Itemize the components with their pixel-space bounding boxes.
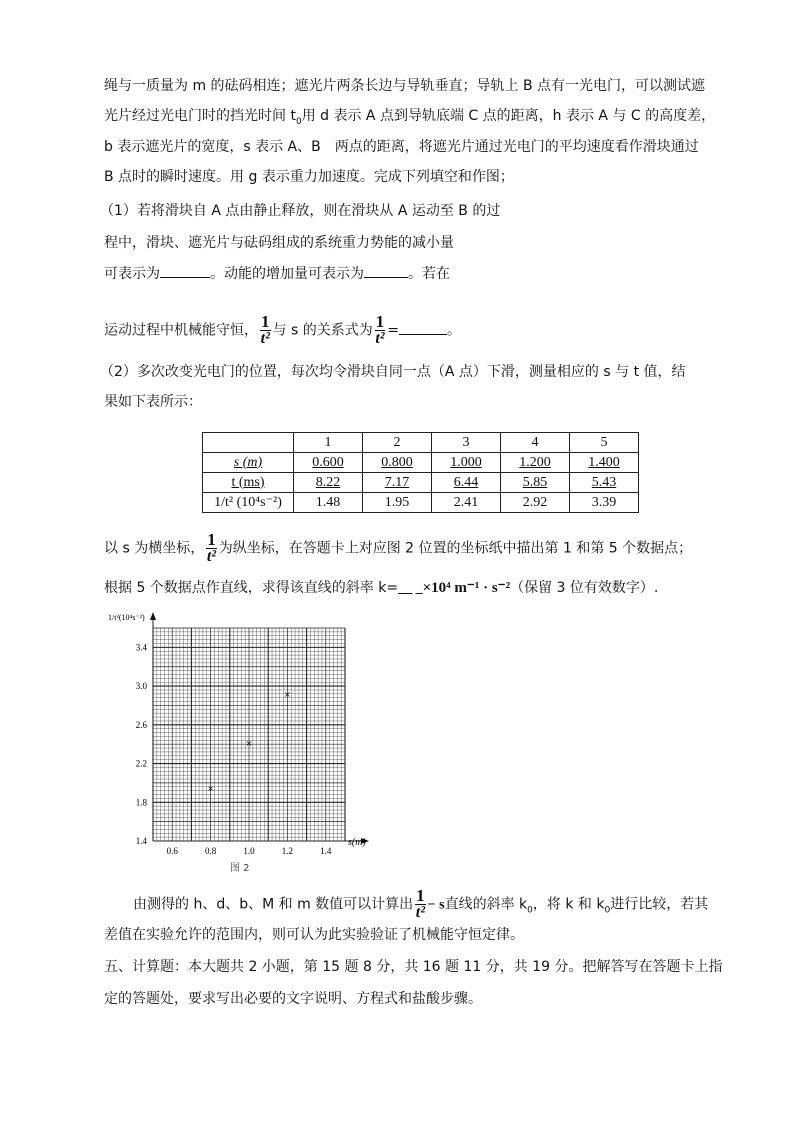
text-line: 五、计算题：本大题共 2 小题，第 15 题 8 分，共 16 题 11 分，共 19 分。把解答写在答题卡上指: [104, 959, 723, 975]
text-line: [104, 532, 692, 565]
table-row: [203, 493, 639, 513]
text: 用 d 表示 A 点到导轨底端 C 点的距离，h 表示 A 与 C 的高度差，: [301, 108, 716, 124]
denominator: t²: [375, 330, 385, 347]
table-cell: 1.95: [363, 493, 432, 513]
x-tick-label: 0.8: [204, 846, 217, 856]
table-cell: 6.44: [432, 473, 501, 493]
table-cell: 8.22: [294, 473, 363, 493]
table-header-row: [203, 433, 639, 453]
table-cell: 3.39: [570, 493, 639, 513]
text-line: B 点时的瞬时速度。用 g 表示重力加速度。完成下列填空和作图；: [104, 169, 514, 185]
y-tick-label: 1.4: [135, 836, 147, 846]
text: ，将 k 和 k: [532, 896, 605, 913]
text-line: （1）若将滑块自 A 点由静止释放，则在滑块从 A 运动至 B 的过: [100, 203, 501, 219]
x-tick-label: 0.6: [166, 846, 178, 856]
table-row: [203, 473, 639, 493]
text-line: [104, 106, 715, 132]
text-line: 程中，滑块、遮光片与砝码组成的系统重力势能的减小量: [104, 235, 454, 251]
text-line: （2）多次改变光电门的位置，每次均令滑块自同一点（A 点）下滑，测量相应的 s 与 t 值，结: [100, 364, 686, 380]
text-line: 定的答题处，要求写出必要的文字说明、方程式和盐酸步骤。: [104, 991, 482, 1007]
y-tick-label: 1.8: [135, 797, 147, 808]
table-cell: 1.200: [501, 453, 570, 473]
math-text: − s: [427, 897, 445, 913]
text: 运动过程中机械能守恒，: [104, 322, 258, 339]
table-cell: 0.800: [363, 453, 432, 473]
grid: [150, 612, 369, 844]
y-tick-label: 2.6: [135, 719, 147, 730]
answer-blank[interactable]: [160, 263, 210, 278]
text: 。动能的增加量可表示为: [210, 266, 364, 282]
figure-caption: 图 2: [230, 863, 250, 874]
subscript: 0: [295, 116, 302, 127]
table-cell: [203, 433, 294, 453]
fraction: [206, 532, 217, 565]
table-cell: 3: [432, 433, 501, 453]
text: =: [387, 322, 399, 339]
fraction: [375, 314, 386, 347]
y-axis-arrow-icon: [150, 612, 156, 620]
x-tick-label: 1.0: [243, 846, 255, 856]
text: 。: [446, 322, 461, 339]
y-tick-label: 3.4: [135, 642, 147, 653]
table-cell: 1.48: [294, 493, 363, 513]
numerator: 1: [207, 530, 216, 549]
table-cell: 1/t² (10⁴s⁻²): [203, 493, 294, 513]
table-cell: 1: [294, 433, 363, 453]
graph-paper-figure: [100, 608, 390, 878]
x-tick-label: 1.4: [320, 846, 332, 856]
table-cell: 2.41: [432, 493, 501, 513]
text-line: 绳与一质量为 m 的砝码相连；遮光片两条长边与导轨垂直；导轨上 B 点有一光电门，可以测试遮: [104, 78, 706, 94]
denominator: t²: [206, 548, 217, 565]
answer-blank[interactable]: __ _: [398, 581, 423, 596]
table-cell: 4: [501, 433, 570, 453]
x-tick-label: 1.2: [281, 846, 294, 856]
fraction: [260, 314, 271, 347]
x-axis-label: s(m): [348, 837, 366, 848]
y-tick-label: 2.2: [135, 758, 147, 769]
text-line: [104, 314, 461, 347]
table-cell: 1.400: [570, 453, 639, 473]
text: 为纵坐标，在答题卡上对应图 2 位置的坐标纸中描出第 1 和第 5 个数据点；: [218, 540, 693, 557]
text: 进行比较，若其: [610, 896, 709, 913]
text: 与 s 的关系式为: [272, 322, 373, 339]
subscript: 0: [604, 905, 611, 916]
text-line: b 表示遮光片的宽度，s 表示 A、B 两点的距离，将遮光片通过光电门的平均速度看作滑块通过: [104, 139, 699, 155]
text: 由测得的 h、d、b、M 和 m 数值可以计算出: [133, 896, 414, 913]
y-axis-label: 1/t²(10⁴s⁻²): [108, 613, 145, 622]
table-cell: 0.600: [294, 453, 363, 473]
numerator: 1: [416, 886, 425, 905]
data-table: [202, 432, 639, 513]
text: 根据 5 个数据点作直线，求得该直线的斜率 k=: [104, 580, 399, 596]
table-cell: 1.000: [432, 453, 501, 473]
text: 可表示为: [104, 266, 160, 282]
answer-blank[interactable]: [364, 263, 408, 278]
table-cell: 5.43: [570, 473, 639, 493]
text-line: [104, 578, 658, 599]
text: 。若在: [408, 266, 450, 282]
denominator: t²: [415, 904, 426, 921]
answer-blank[interactable]: [399, 320, 447, 335]
table-cell: t (ms): [203, 473, 294, 493]
table-row: [203, 453, 639, 473]
table-cell: 2: [363, 433, 432, 453]
table-cell: s (m): [203, 453, 294, 473]
unit: ×10⁴ m⁻¹ · s⁻²: [422, 580, 511, 596]
numerator: 1: [375, 312, 385, 331]
text-line: 差值在实验允许的范围内，则可认为此实验验证了机械能守恒定律。: [104, 927, 524, 943]
table-cell: 7.17: [363, 473, 432, 493]
text: （保留 3 位有效数字）.: [510, 580, 659, 596]
text-line: [104, 263, 450, 284]
data-point: ×: [284, 689, 291, 699]
data-point: ×: [245, 739, 253, 749]
text: 光片经过光电门时的挡光时间 t: [104, 108, 296, 124]
denominator: t²: [260, 330, 270, 347]
y-tick-label: 3.0: [135, 681, 147, 692]
table-cell: 5.85: [501, 473, 570, 493]
table-cell: 2.92: [501, 493, 570, 513]
data-point: ×: [207, 783, 214, 793]
numerator: 1: [261, 312, 270, 331]
subscript: 0: [527, 905, 533, 916]
text-line: [133, 888, 708, 921]
text: 直线的斜率 k: [444, 896, 528, 913]
text: 以 s 为横坐标，: [104, 540, 205, 557]
table-cell: 5: [570, 433, 639, 453]
fraction: [415, 888, 426, 921]
text-line: 果如下表所示：: [104, 394, 202, 410]
